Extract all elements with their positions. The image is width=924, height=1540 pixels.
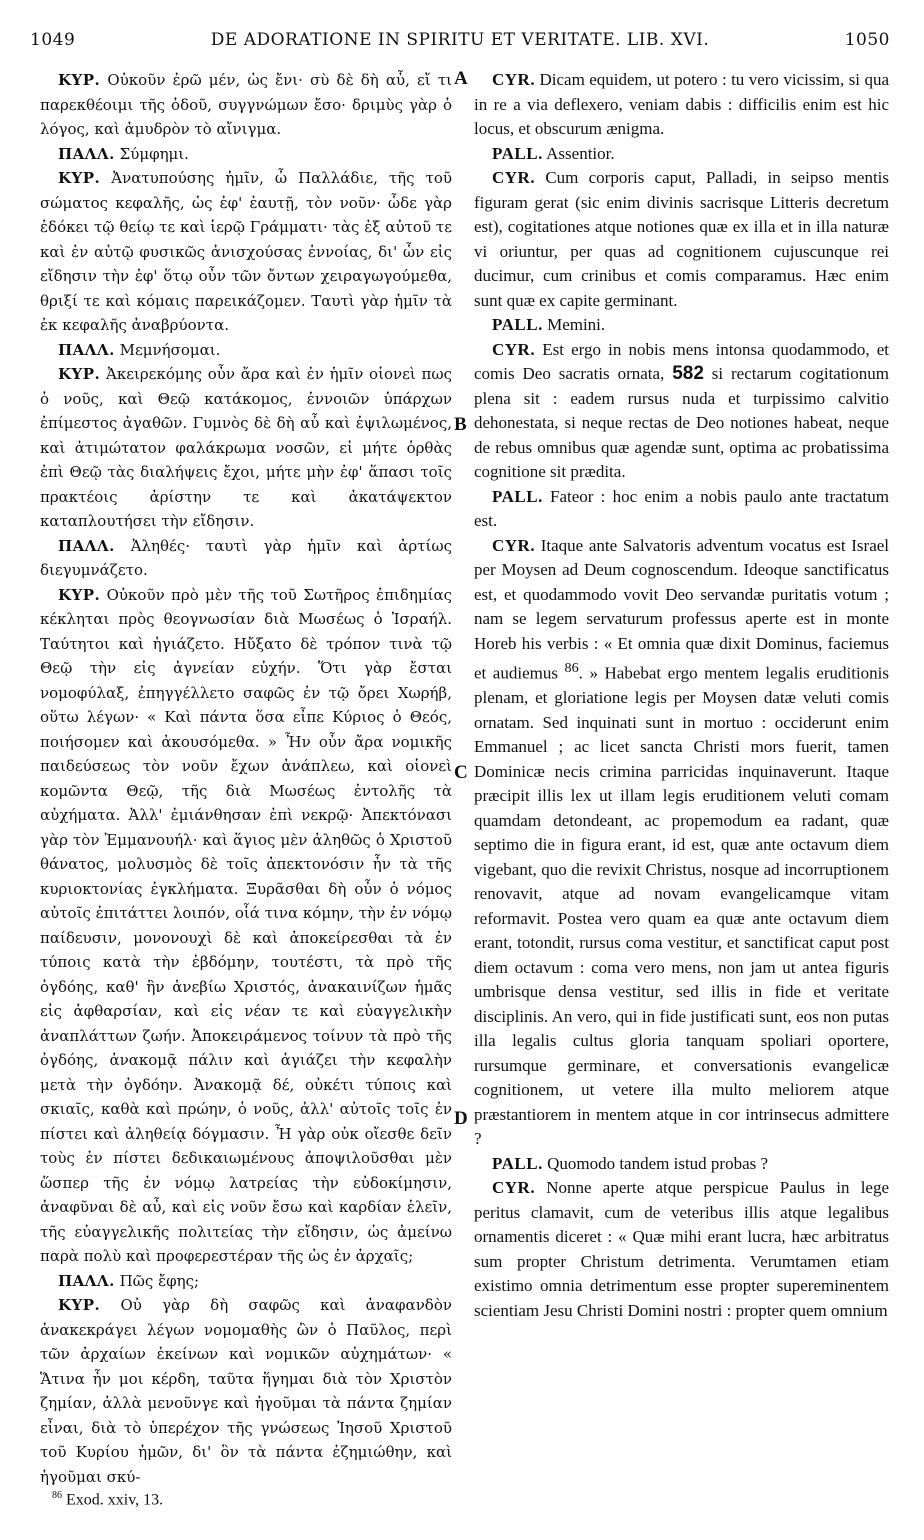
page-reference-number: 582: [672, 363, 704, 384]
greek-paragraph: [40, 142, 452, 167]
speaker-label: PALL.: [492, 315, 543, 334]
latin-paragraph: [474, 485, 889, 534]
latin-paragraph: [474, 1176, 889, 1323]
paragraph-text: Nonne aperte atque perspicue Paulus in lege peritus clamavit, cum de veteribus illis atque legalibus ornamentis diceret : « Quæ mihi erant lucra, hæc arbitratus sum propter Christum detrimenta. Verumtamen etiam existimo omnia detrimentum esse propter supereminentem scientiam Jesu Christi Domini nostri : propter quem omnium: [474, 1178, 890, 1320]
running-title: DE ADORATIONE IN SPIRITU ET VERITATE. LIB. XVI.: [210, 30, 710, 50]
latin-paragraph: [474, 313, 889, 338]
footnote-number: 86: [52, 1490, 62, 1501]
greek-paragraph: [40, 583, 452, 1269]
speaker-label: PALL.: [492, 143, 543, 163]
paragraph-text: Μεμνήσομαι.: [119, 340, 221, 359]
speaker-label: ΠΑΛΛ.: [58, 536, 115, 555]
speaker-label: CYR.: [492, 168, 536, 187]
speaker-label: PALL.: [492, 486, 543, 506]
speaker-label: ΚΥΡ.: [58, 585, 101, 604]
speaker-label: ΚΥΡ.: [58, 71, 101, 89]
speaker-label: ΠΑΛΛ.: [58, 340, 115, 359]
paragraph-text: Σύμφημι.: [119, 144, 189, 163]
speaker-label: CYR.: [492, 535, 536, 555]
paragraph-text: Οὐ γὰρ δὴ σαφῶς καὶ ἀναφανδὸν ἀνακεκράγει λέγων νομομαθὴς ὢν ὁ Παῦλος, περὶ τῶν ἀρχαίων ἐκείνων καὶ νομικῶν αὐχημάτων· « Ἅτινα ἦν μοι κέρδη, ταῦτα ἥγημαι διὰ τὸν Χριστὸν ζημίαν, ἀλλὰ μενοῦνγε καὶ ἡγοῦμαι τὰ πάντα ζημίαν εἶναι, διὰ τὸ ὑπερέχον τῆς γνώσεως Ἰησοῦ Χριστοῦ τοῦ Κυρίου ἡμῶν, δι' ὃν τὰ πάντα ἐζημιώθην, καὶ ἡγοῦμαι σκύ-: [40, 1296, 452, 1486]
speaker-label: ΠΑΛΛ.: [58, 144, 115, 163]
paragraph-text: Ἀκειρεκόμης οὖν ἄρα καὶ ἐν ἡμῖν οἱονεὶ πως ὁ νοῦς, καὶ Θεῷ κατάκομος, ἐννοιῶν ὑπάρχων ἐπίμεστος ἀγαθῶν. Γυμνὸς δὲ δὴ αὖ καὶ ἐψιλωμένος, καὶ ἀτιμώτατον φαλάκρωμα νοσῶν, εἰ μήτε ὀρθὰς ἐπὶ Θεῷ τὰς διαλήψεις ἔχοι, μήτε μὴν ἐφ' ἅπασι τοῖς πρακτέοις ἀρίστην τε καὶ ἀκατάψεκτον καταπλουτήσει τὴν εἴδησιν.: [40, 365, 452, 530]
speaker-label: ΚΥΡ.: [58, 169, 101, 187]
greek-paragraph: [40, 1269, 452, 1294]
speaker-label: CYR.: [492, 70, 536, 89]
latin-paragraph: [474, 1152, 889, 1177]
speaker-label: PALL.: [492, 1153, 543, 1173]
paragraph-text-continued: si rectarum cogitationum plena sit : eadem rursus nuda et turpissimo calvitio dehonestata, si neque rectas de Deo notiones habeat, neque de rebus omnibus quæ agendæ sunt, optima ac probatissima cognitione sit prædita.: [474, 364, 890, 481]
latin-paragraph: [474, 142, 889, 167]
latin-paragraph: [474, 534, 889, 1152]
paragraph-text: Fateor : hoc enim a nobis paulo ante tractatum est.: [474, 486, 889, 530]
paragraph-text: Memini.: [547, 315, 606, 334]
footnote-reference[interactable]: 86: [564, 660, 579, 676]
speaker-label: ΚΥΡ.: [58, 365, 101, 383]
speaker-label: CYR.: [492, 1178, 536, 1198]
greek-paragraph: [40, 534, 452, 583]
latin-column: [474, 68, 889, 1323]
latin-paragraph: [474, 166, 889, 313]
speaker-label: ΠΑΛΛ.: [58, 1271, 115, 1290]
running-header: [30, 30, 890, 58]
paragraph-text-continued: . » Habebat ergo mentem legalis eruditionis plenam, et gloriatione legis per Moysen datæ veluti comis ornatam. Sed inquinati sunt in mortuo : occiderunt enim Emmanuel ; ac licet sancta Christi mors fuerit, tamen Dominicæ necis crimina parricidas inquinaverunt. Itaque præcipit illis lex ut illam legis eruditionem veluti comam quamdam detondeant, ac propemodum ea radant, quæ septimo die in figura erant, id est, quæ ante octavum diem vigebant, quo die revixit Christus, nosque ad incorruptionem renovavit, atque ad novam evangelicamque vitam reformavit. Postea vero quam ea quæ ante octavum diem erant, totondit, rursus coma vestitur, et sanctificat caput post diem octavum : coma vero mens, non jam ut antea figuris umbrisque densa vestitur, sed illis in fide et veritate disciplinis. An vero, qui in fide justificati sunt, eos non putas illa legalis cultus gloria tanquam spoliari oportere, rursumque germinare, et conversationis evangelicæ cognitionem, ut vetere illa multo meliorem atque præstantiorem in mentem atque in cor intrinsecus admittere ?: [474, 663, 890, 1149]
footnote-text: Exod. xxiv, 13.: [66, 1491, 164, 1509]
section-marker-c: C: [454, 762, 468, 783]
paragraph-text: Οὐκοῦν πρὸ μὲν τῆς τοῦ Σωτῆρος ἐπιδημίας κέκληται πρὸς θεογνωσίαν διὰ Μωσέως ὁ Ἰσραήλ. Ταύτητοι καὶ ἡγιάζετο. Ηὔξατο δὲ τρόπον τινὰ τῷ Θεῷ τὴν εἰς ἁγνείαν εὐχήν. Ὅτι γὰρ ἔσται νομοφύλαξ, ἐπηγγέλλετο σαφῶς ἐν τῷ ὄρει Χωρήβ, οὕτω λέγων· « Καὶ πάντα ὅσα εἶπε Κύριος ὁ Θεός, ποιήσομεν καὶ ἀκουσόμεθα. » Ἦν οὖν ἄρα νομικῆς παιδεύσεως τὸν νοῦν ἔχων ἀνάπλεω, καὶ οἱονεὶ κομῶντα Θεῷ, τῆς διὰ Μωσέως ἐντολῆς τὰ αὐχήματα. Ἀλλ' ἐμιάνθησαν ἐπὶ νεκρῷ· Ἀπεκτόνασι γὰρ τὸν Ἐμμανουήλ· καὶ ἅγιος μὲν ἀληθῶς ὁ Χριστοῦ θάνατος, μολυσμὸς δὲ τοῖς ἀπεκτονόσιν ἦν τὰ τῆς κυριοκτονίας ἐγκλήματα. Ξυρᾶσθαι δὴ οὖν ὁ νόμος αὐτοῖς ἐπιτάττει λοιπόν, οἷά τινα κόμην, τὴν ἐν νόμῳ παίδευσιν, μονονουχὶ δὲ καὶ ἀποκείρεσθαι τὰ ἐν τύποις κατὰ τὴν ἑβδόμην, τουτέστι, τὰ πρὸ τῆς ὀγδόης, καθ' ἣν ἀνεβίω Χριστός, ἀνακαινίζων ἡμᾶς εἰς ἀφθαρσίαν, καὶ εἰς νέαν τε καὶ εὐαγγελικὴν ἀναπλάττων ζωήν. Ἀποκειράμενος τοίνυν τὰ πρὸ τῆς ὀγδόης, ἀνακομᾷ πάλιν καὶ ἁγιάζει τὴν κεφαλὴν μετὰ τὴν ὀγδόην. Ἀνακομᾷ δέ, οὐκέτι τύποις καὶ σκιαῖς, καθὰ καὶ πρώην, ὁ νοῦς, ἀλλ' αὐτοῖς τοῖς ἐν πίστει καὶ ἀληθείᾳ δόγμασιν. Ἦ γὰρ οὐκ οἴεσθε δεῖν τοὺς ἐν πίστει δεδικαιωμένους ἀποψιλοῦσθαι μὲν ὥσπερ τῆς ἐν νόμῳ λατρείας τὴν εὐδοκίμησιν, ἀναφῦναι δὲ αὖ, καὶ εἰς νοῦν ἔσω καὶ καρδίαν ἑλεῖν, τῆς εὐαγγελικῆς πολιτείας τὴν εἴδησιν, ὡς ἀμείνω παρὰ πολὺ καὶ προφερεστέραν τῆς ὡς ἐν ἀρχαῖς;: [40, 585, 452, 1265]
paragraph-text: Οὐκοῦν ἐρῶ μέν, ὡς ἔνι· σὺ δὲ δὴ αὖ, εἴ τι παρεκθέοιμι τῆς ὁδοῦ, συγγνώμων ἔσο· δριμὺς γὰρ ὁ λόγος, καὶ ἀμυδρὸν τὸ αἴνιγμα.: [40, 71, 452, 138]
paragraph-text: Assentior.: [546, 143, 615, 163]
greek-column: [40, 68, 452, 1489]
paragraph-text: Ἀληθές· ταυτὶ γὰρ ἡμῖν καὶ ἀρτίως διεγυμνάζετο.: [40, 536, 452, 579]
paragraph-text: Ἀνατυπούσης ἡμῖν, ὦ Παλλάδιε, τῆς τοῦ σώματος κεφαλῆς, ὡς ἐφ' ἑαυτῇ, τὸν νοῦν· ὧδε γὰρ ἐδόκει τῷ θείῳ τε καὶ ἱερῷ Γράμματι· τὰς ἐξ αὐτοῦ τε καὶ ἐν αὐτῷ φυσικῶς ἀνισχούσας ἐννοίας, δι' ὧν εἰς εἴδησιν τὴν ἐφ' ὅτῳ οὖν τῶν ὄντων χειραγωγούμεθα, θριξί τε καὶ κόμαις παρεικάζομεν. Ταυτὶ γὰρ ἡμῖν τὰ ἐκ κεφαλῆς ἀναβρύοντα.: [40, 169, 452, 334]
latin-paragraph: [474, 68, 889, 142]
greek-paragraph: [40, 1293, 452, 1489]
paragraph-text: Itaque ante Salvatoris adventum vocatus est Israel per Moysen ad Deum cognoscendum. Ideoque sanctificatus est, et quodammodo vovit Deo servandæ puritatis votum ; nam se legem servaturum professus aperte est in monte Horeb his verbis : « Et omnia quæ dixit Dominus, faciemus et audiemus: [474, 535, 890, 683]
page-number-right: 1050: [844, 30, 890, 50]
footnote: [52, 1490, 163, 1509]
paragraph-text: Quomodo tandem istud probas ?: [547, 1153, 769, 1173]
section-marker-a: A: [454, 68, 468, 89]
greek-paragraph: [40, 166, 452, 338]
latin-paragraph: [474, 338, 889, 485]
greek-paragraph: [40, 68, 452, 142]
speaker-label: CYR.: [492, 339, 536, 359]
paragraph-text: Est ergo in nobis mens intonsa quodammodo, et comis Deo sacratis ornata,: [474, 339, 890, 383]
paragraph-text: Πῶς ἔφης;: [119, 1271, 200, 1290]
paragraph-text: Cum corporis caput, Palladi, in seipso mentis figuram gerat (sic enim divinis sacrisque Litteris decretum est), cogitationes atque notiones quæ ex illa et in illa naturæ vi oriuntur, per quas ad cognitionem cujuscunque rei ducimur, cum crinibus et comis comparamus. Hæc enim sunt quæ ex capite germinant.: [474, 168, 890, 310]
greek-paragraph: [40, 362, 452, 534]
page-number-left: 1049: [30, 30, 76, 50]
paragraph-text: Dicam equidem, ut potero : tu vero vicissim, si qua in re a via deflexero, veniam dabis : difficilis enim est hic locus, et obscurum ænigma.: [474, 70, 889, 138]
greek-paragraph: [40, 338, 452, 363]
section-marker-d: D: [454, 1108, 468, 1129]
speaker-label: ΚΥΡ.: [58, 1296, 101, 1314]
section-marker-b: B: [454, 414, 467, 435]
